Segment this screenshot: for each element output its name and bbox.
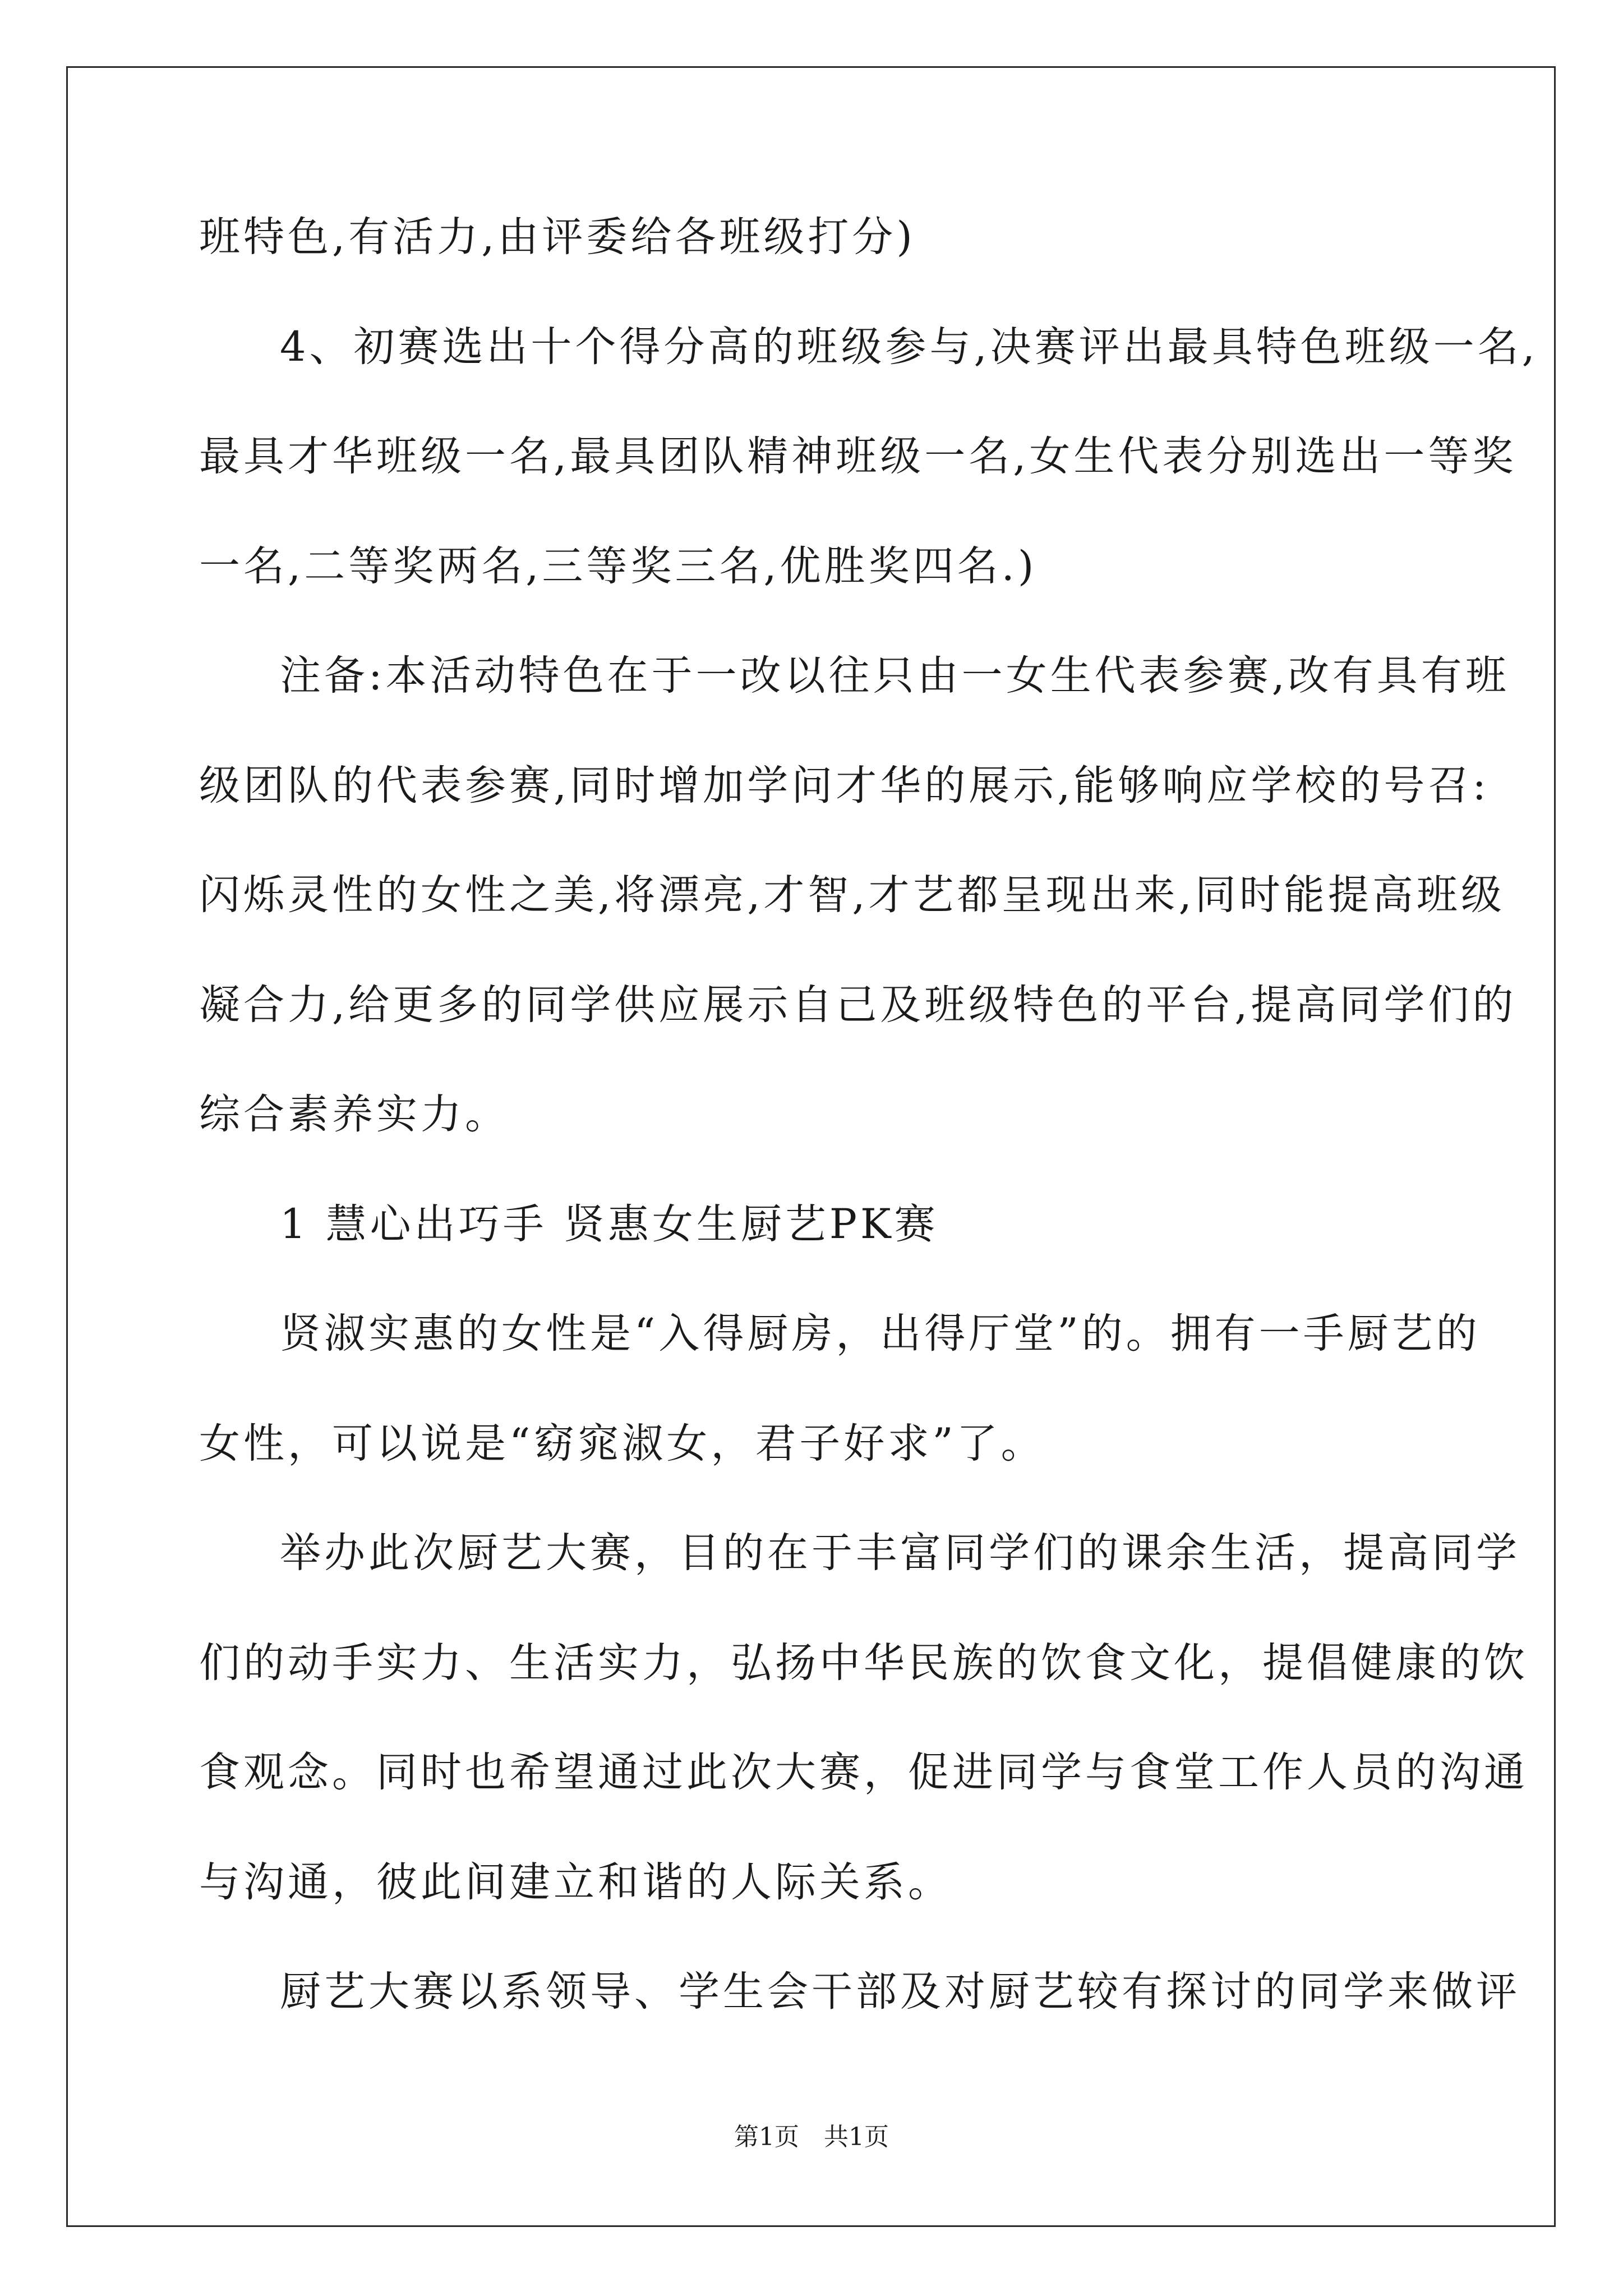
text-line: 与沟通，彼此间建立和谐的人际关系。: [199, 1858, 952, 1906]
text-line: 凝合力,给更多的同学供应展示自己及班级特色的平台,提高同学们的: [199, 981, 1517, 1029]
text-line: 最具才华班级一名,最具团队精神班级一名,女生代表分别选出一等奖: [199, 432, 1517, 480]
text-line: 闪烁灵性的女性之美,将漂亮,才智,才艺都呈现出来,同时能提高班级: [199, 871, 1505, 919]
text-line: 们的动手实力、生活实力，弘扬中华民族的饮食文化，提倡健康的饮: [199, 1639, 1528, 1687]
text-line: 厨艺大赛以系领导、学生会干部及对厨艺较有探讨的同学来做评: [280, 1968, 1520, 2016]
page-total: 共1页: [824, 2123, 889, 2151]
text-line: 一名,二等奖两名,三等奖三名,优胜奖四名.): [199, 542, 1038, 590]
text-line: 注备:本活动特色在于一改以往只由一女生代表参赛,改有具有班: [280, 652, 1510, 700]
text-line: 级团队的代表参赛,同时增加学问才华的展示,能够响应学校的号召:: [199, 762, 1490, 809]
text-line: 综合素养实力。: [199, 1091, 509, 1138]
text-line: 4、初赛选出十个得分高的班级参与,决赛评出最具特色班级一名,: [280, 323, 1538, 371]
text-line: 举办此次厨艺大赛，目的在于丰富同学们的课余生活，提高同学: [280, 1529, 1520, 1577]
section-heading: 1 慧心出巧手 贤惠女生厨艺PK赛: [280, 1200, 939, 1248]
text-line: 食观念。同时也希望通过此次大赛，促进同学与食堂工作人员的沟通: [199, 1749, 1528, 1796]
text-line: 贤淑实惠的女性是“入得厨房，出得厅堂”的。拥有一手厨艺的: [280, 1310, 1481, 1358]
text-line: 女性，可以说是“窈窕淑女，君子好求”了。: [199, 1420, 1045, 1467]
page-number: 第1页: [734, 2123, 799, 2151]
text-line: 班特色,有活力,由评委给各班级打分): [199, 213, 916, 261]
page-footer: [0, 2125, 1623, 2150]
